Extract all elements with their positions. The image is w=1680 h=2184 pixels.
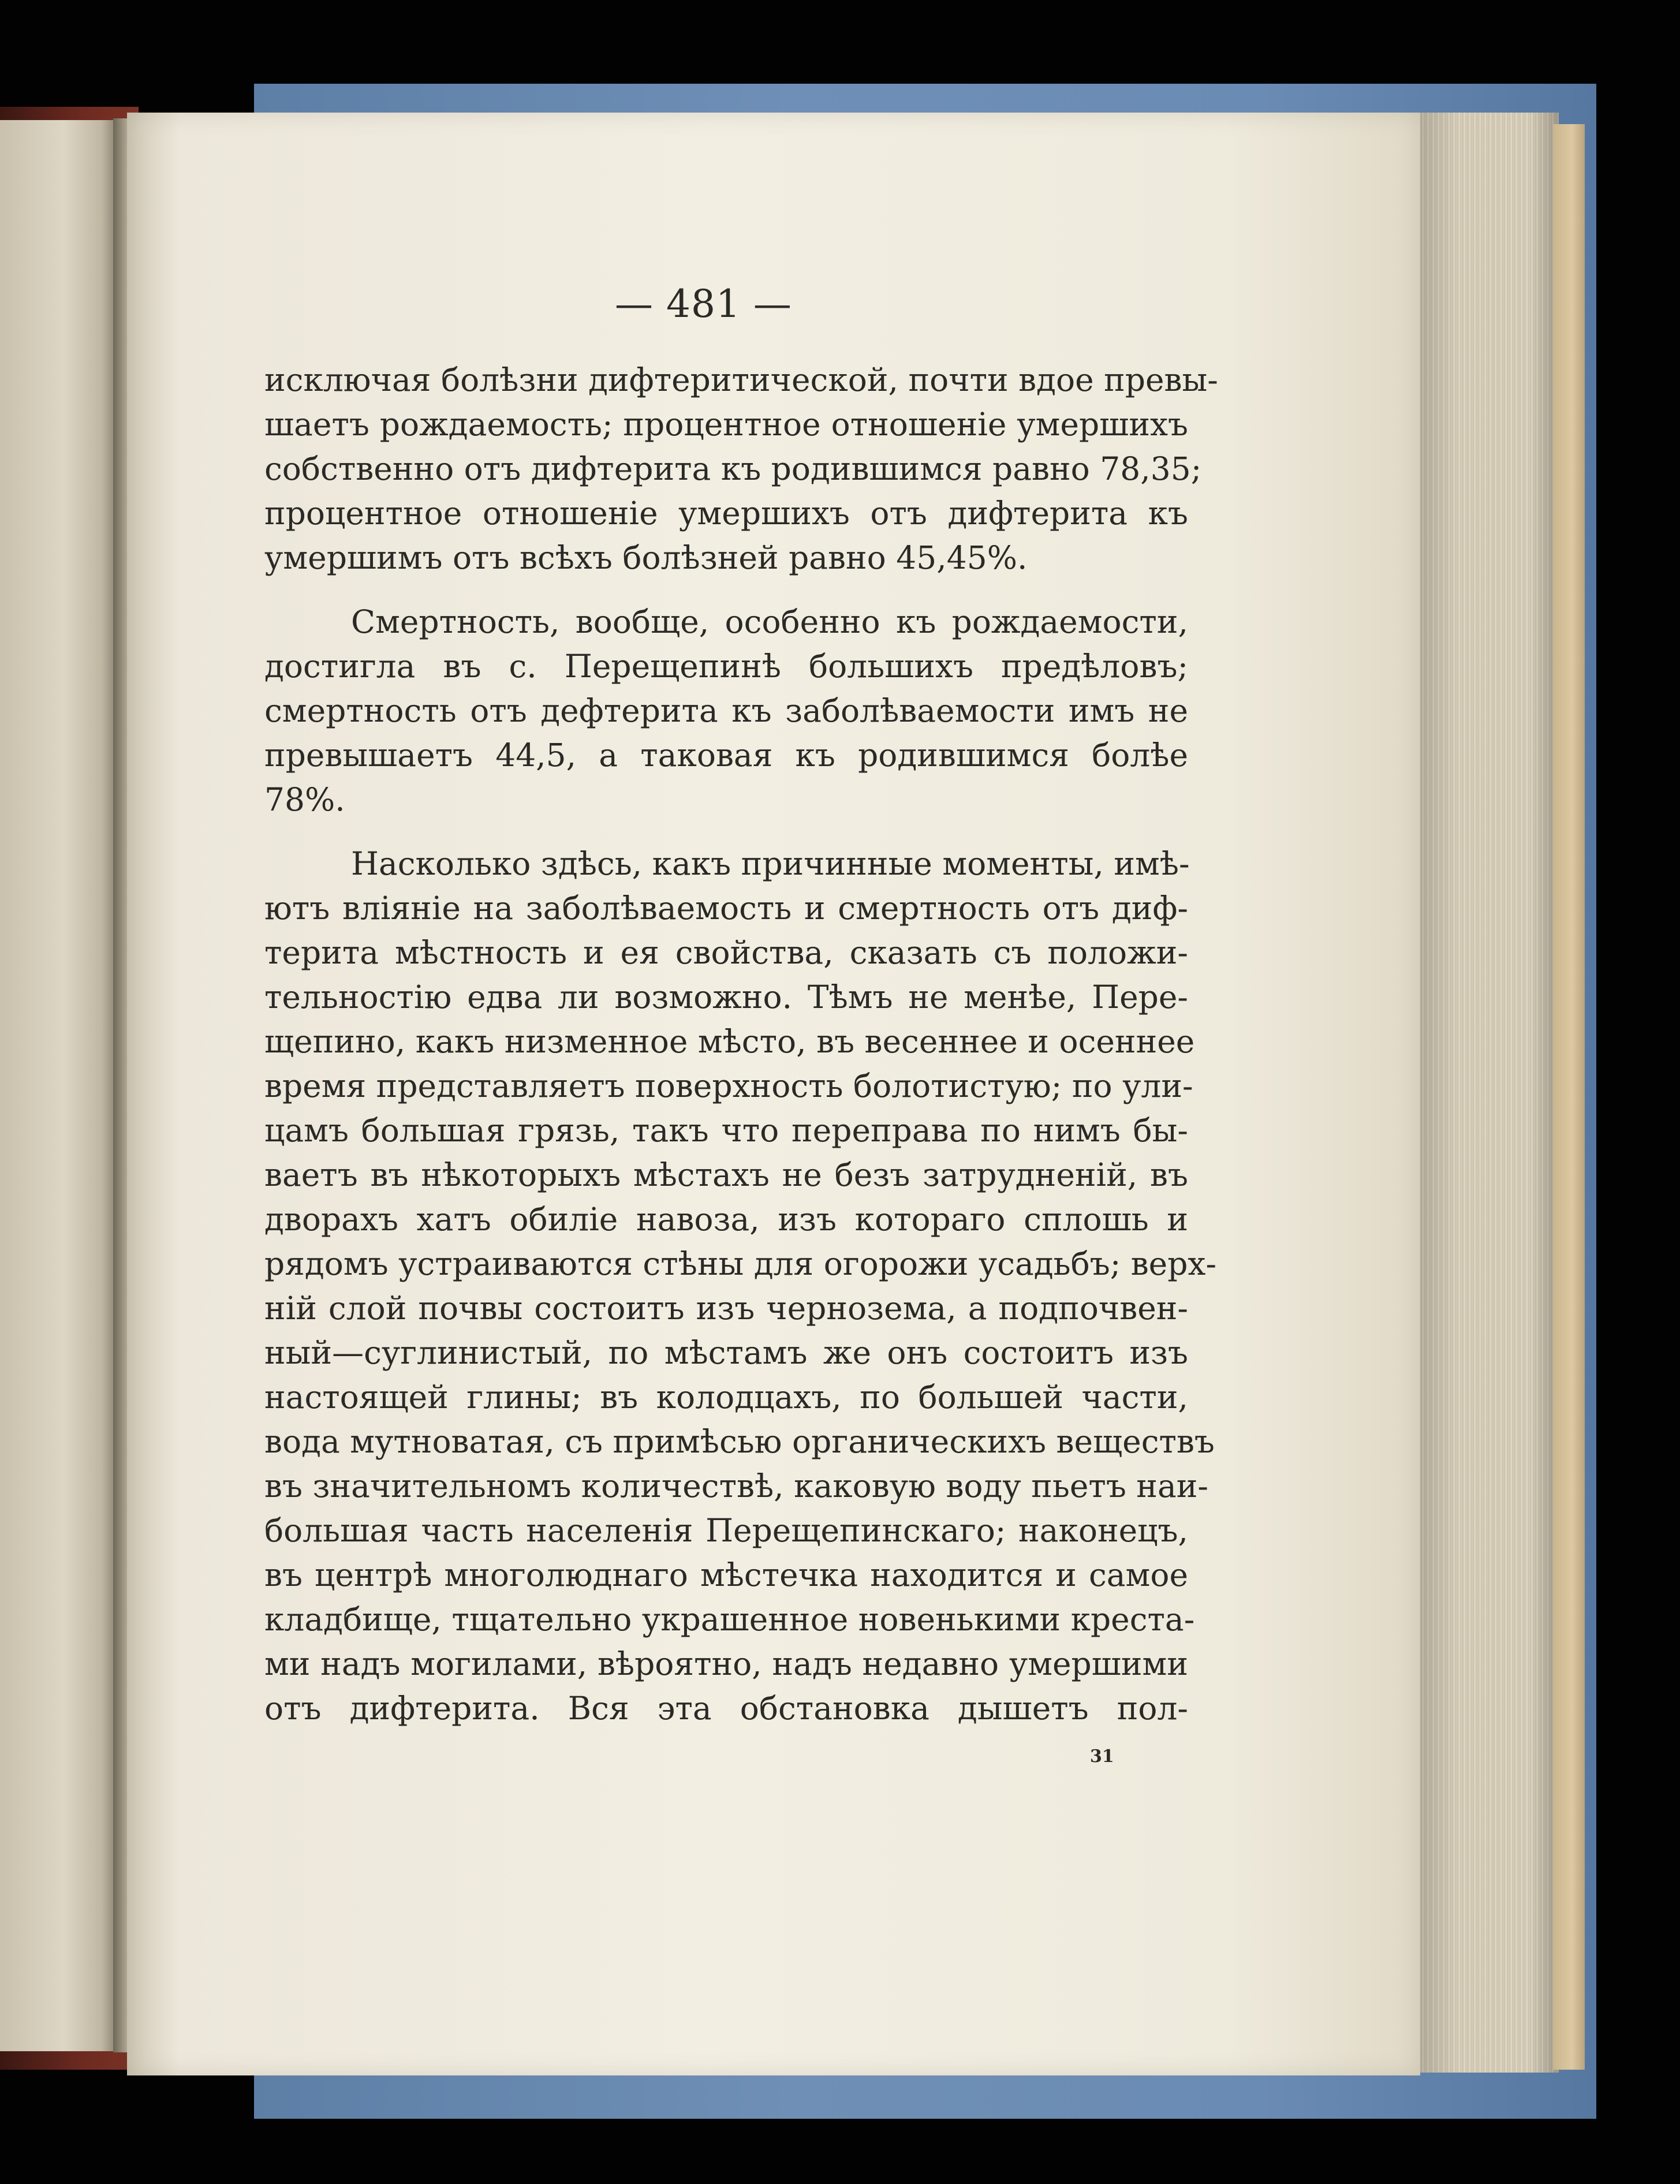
text-line: отъ дифтерита. Вся эта обстановка дышетъ пол- [264, 1690, 1188, 1727]
page-number: — 481 — [615, 282, 792, 326]
text-line: рядомъ устраиваются стѣны для огорожи усадьбъ; верх- [264, 1245, 1217, 1282]
signature-mark: 31 [1090, 1746, 1114, 1767]
paragraph-gap [264, 580, 1188, 600]
paragraph-gap [264, 822, 1188, 842]
text-line: 78%. [264, 781, 345, 818]
text-line: собственно отъ дифтерита къ родившимся равно 78,35; [264, 450, 1202, 487]
text-line: въ центрѣ многолюднаго мѣстечка находится и самое [264, 1556, 1188, 1593]
text-line: Насколько здѣсь, какъ причинные моменты, имѣ- [351, 845, 1190, 882]
text-line: терита мѣстность и ея свойства, сказать съ положи- [264, 934, 1188, 971]
paragraph-3 [264, 842, 1217, 1731]
text-line: цамъ большая грязь, такъ что переправа по нимъ бы- [264, 1112, 1188, 1149]
text-line: настоящей глины; въ колодцахъ, по большей части, [264, 1379, 1188, 1416]
page-block-shade [1414, 113, 1559, 2073]
paragraph-1 [264, 358, 1218, 580]
text-line: щепино, какъ низменное мѣсто, въ весеннее и осеннее [264, 1023, 1195, 1060]
text-line: смертность отъ дефтерита къ заболѣваемости имъ не [264, 692, 1188, 729]
text-line: процентное отношеніе умершихъ отъ дифтерита къ [264, 495, 1188, 532]
text-line: Смертность, вообще, особенно къ рождаемости, [351, 603, 1188, 640]
text-line: въ значительномъ количествѣ, каковую воду пьетъ наи- [264, 1468, 1208, 1504]
text-line: вода мутноватая, съ примѣсью органическихъ веществъ [264, 1423, 1215, 1460]
text-line: кладбище, тщательно украшенное новенькими креста- [264, 1601, 1195, 1638]
text-line: время представляетъ поверхность болотистую; по ули- [264, 1067, 1193, 1104]
text-line: превышаетъ 44,5, а таковая къ родившимся болѣе [264, 737, 1188, 774]
text-line: ми надъ могилами, вѣроятно, надъ недавно умершими [264, 1645, 1188, 1682]
body-text [264, 358, 1218, 1731]
left-page-edge [0, 120, 115, 2051]
text-line: ваетъ въ нѣкоторыхъ мѣстахъ не безъ затрудненій, въ [264, 1156, 1188, 1193]
text-line: достигла въ с. Перещепинѣ большихъ предѣловъ; [264, 648, 1188, 685]
text-line: тельностію едва ли возможно. Тѣмъ не менѣе, Пере- [264, 979, 1188, 1016]
text-line: исключая болѣзни дифтеритической, почти вдое превы- [264, 361, 1218, 398]
text-line: большая часть населенія Перещепинскаго; наконецъ, [264, 1512, 1188, 1549]
text-line: дворахъ хатъ обиліе навоза, изъ котораго сплошь и [264, 1201, 1188, 1238]
text-line: ный—суглинистый, по мѣстамъ же онъ состоитъ изъ [264, 1334, 1188, 1371]
text-line: ній слой почвы состоитъ изъ чернозема, а подпочвен- [264, 1290, 1188, 1327]
text-line: ютъ вліяніе на заболѣваемость и смертность отъ диф- [264, 890, 1188, 927]
text-line: умершимъ отъ всѣхъ болѣзней равно 45,45%. [264, 539, 1028, 576]
paragraph-2 [264, 600, 1188, 822]
text-line: шаетъ рождаемость; процентное отношеніе умершихъ [264, 406, 1188, 443]
back-board-edge [1553, 124, 1585, 2070]
